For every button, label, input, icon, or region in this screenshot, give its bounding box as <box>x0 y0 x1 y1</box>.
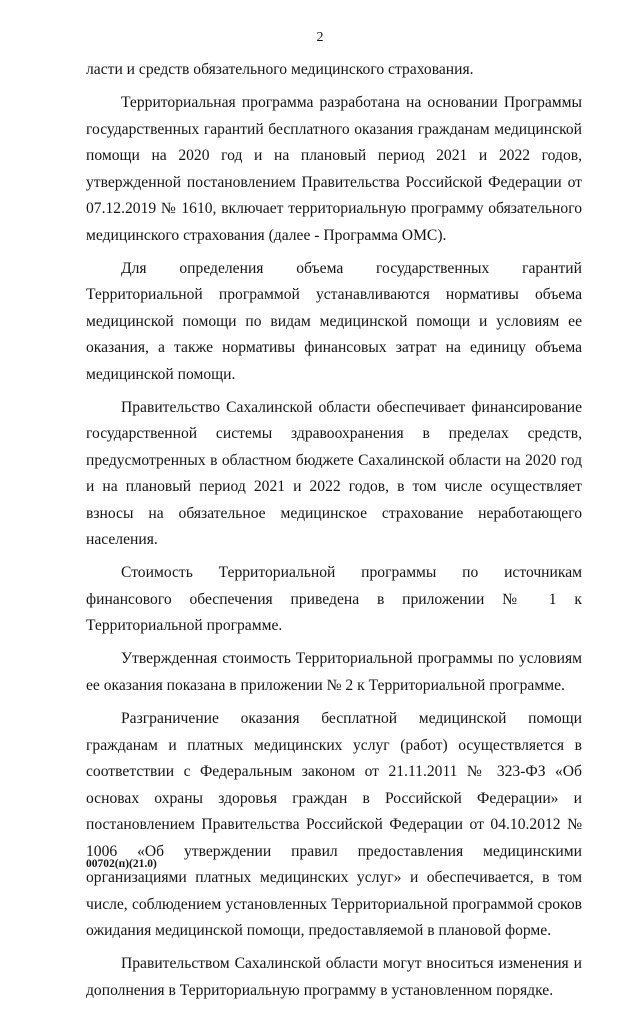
paragraph-volume-norms: Для определения объема государственных гарантий Территориальной программой устанавливаются нормативы объема медицинской помощи по видам медицинской помощи и условиям ее оказания, а также нормативы финансовых затрат на единицу объема медицинской помощи. <box>86 259 582 383</box>
paragraph-cost-sources: Стоимость Территориальной программы по источникам финансового обеспечения приведена в приложении № 1 к Территориальной программе. <box>86 564 582 635</box>
footer-document-code: 00702(п)(21.0) <box>86 858 157 870</box>
page-number: 2 <box>316 30 324 45</box>
paragraph-free-vs-paid: Разграничение оказания бесплатной медицинской помощи гражданам и платных медицинских услуг (работ) осуществляется в соответствии с Федеральным законом от 21.11.2011 № 323-ФЗ «Об основах охраны здоровья граждан в Российской Федерации» и постановлением Правительства Российской Федерации от 04.10.2012 № 1006 «Об утверждении правил предоставления медицинскими организациями платных медицинских услуг» и обеспечивается, в том числе, соблюдением установленных Территориальной программой сроков ожидания медицинской помощи, предоставляемой в плановой форме. <box>86 710 582 940</box>
paragraph-approved-cost: Утвержденная стоимость Территориальной программы по условиям ее оказания показана в приложении № 2 к Территориальной программе. <box>86 650 582 694</box>
paragraph-continuation: ласти и средств обязательного медицинского страхования. <box>86 61 474 78</box>
paragraph-government-financing: Правительство Сахалинской области обеспечивает финансирование государственной системы здравоохранения в пределах средств, предусмотренных в областном бюджете Сахалинской области на 2020 год и на плановый период 2021 и 2022 годов, в том числе осуществляет взносы на обязательное медицинское страхование неработающего населения. <box>86 398 582 549</box>
paragraph-program-basis: Территориальная программа разработана на основании Программы государственных гарантий бесплатного оказания гражданам медицинской помощи на 2020 год и на плановый период 2021 и 2022 годов, утвержденной постановлением Правительства Российской Федерации от 07.12.2019 № 1610, включает территориальную программу обязательного медицинского страхования (далее - Программа ОМС). <box>86 94 582 244</box>
paragraph-amendments: Правительством Сахалинской области могут вноситься изменения и дополнения в Территориальную программу в установленном порядке. <box>86 955 582 999</box>
document-body <box>86 57 582 1011</box>
